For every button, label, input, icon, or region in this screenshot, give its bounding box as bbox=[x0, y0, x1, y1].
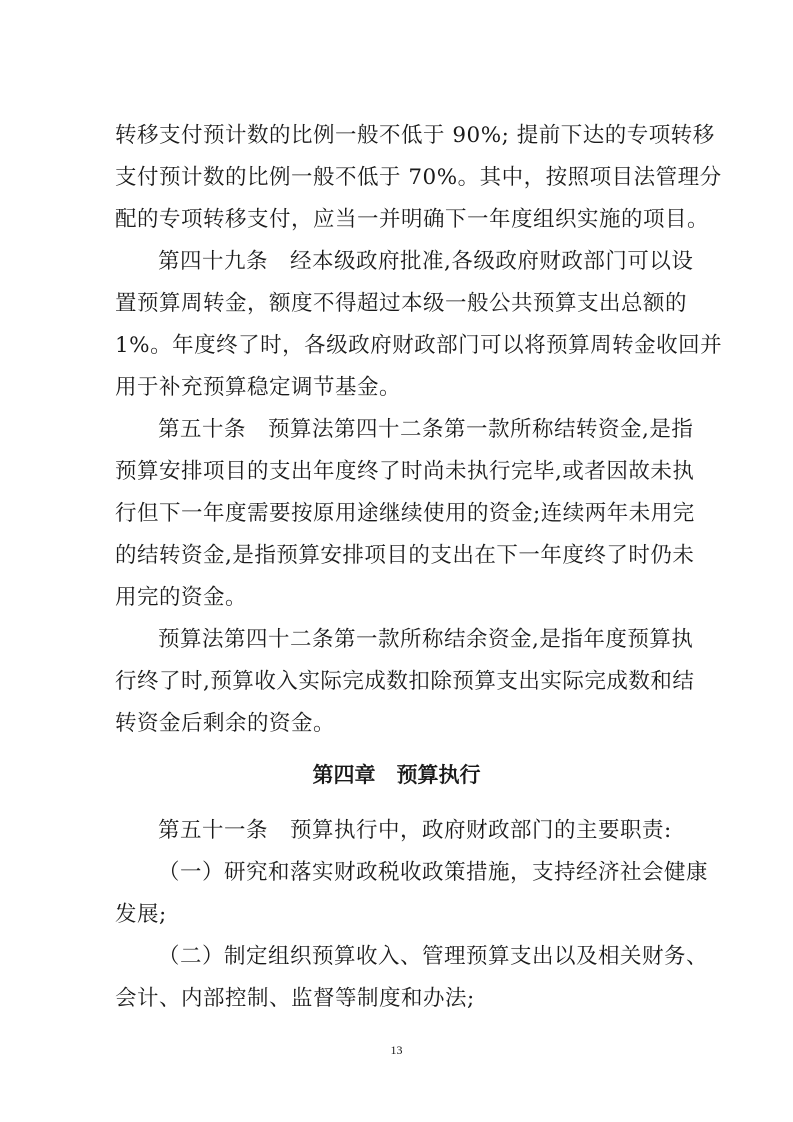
body-text-line: 行终了时,预算收入实际完成数扣除预算支出实际完成数和结 bbox=[115, 669, 695, 694]
chapter-heading: 第四章 预算执行 bbox=[312, 763, 481, 787]
body-text-line: 用完的资金。 bbox=[115, 585, 248, 610]
list-item-first-line: （二）制定组织预算收入、管理预算支出以及相关财务、 bbox=[158, 944, 709, 969]
body-text-line: 预算安排项目的支出年度终了时尚未执行完毕,或者因故未执 bbox=[115, 459, 695, 484]
body-text-line: 支付预计数的比例一般不低于 70%。其中，按照项目法管理分 bbox=[115, 165, 722, 190]
body-text-line: 的结转资金,是指预算安排项目的支出在下一年度终了时仍未 bbox=[115, 543, 695, 568]
paragraph-first-line: 预算法第四十二条第一款所称结余资金,是指年度预算执 bbox=[158, 627, 694, 652]
body-text-line: 转资金后剩余的资金。 bbox=[115, 711, 336, 736]
article-50-first-line: 第五十条 预算法第四十二条第一款所称结转资金,是指 bbox=[158, 417, 694, 442]
body-text-line: 行但下一年度需要按原用途继续使用的资金;连续两年未用完 bbox=[115, 501, 695, 526]
body-text-line: 会计、内部控制、监督等制度和办法; bbox=[115, 986, 475, 1011]
list-item-first-line: （一）研究和落实财政税收政策措施，支持经济社会健康 bbox=[158, 860, 709, 885]
body-text-line: 发展; bbox=[115, 902, 167, 927]
article-51-first-line: 第五十一条 预算执行中，政府财政部门的主要职责: bbox=[158, 818, 672, 843]
body-text-line: 置预算周转金，额度不得超过本级一般公共预算支出总额的 bbox=[115, 291, 688, 316]
body-text-line: 配的专项转移支付，应当一并明确下一年度组织实施的项目。 bbox=[115, 207, 710, 232]
body-text-line: 用于补充预算稳定调节基金。 bbox=[115, 375, 402, 400]
body-text-line: 转移支付预计数的比例一般不低于 90%; 提前下达的专项转移 bbox=[115, 123, 715, 148]
page-number: 13 bbox=[390, 1043, 403, 1057]
body-text-line: 1%。年度终了时，各级政府财政部门可以将预算周转金收回并 bbox=[115, 333, 723, 358]
article-49-first-line: 第四十九条 经本级政府批准,各级政府财政部门可以设 bbox=[158, 249, 694, 274]
